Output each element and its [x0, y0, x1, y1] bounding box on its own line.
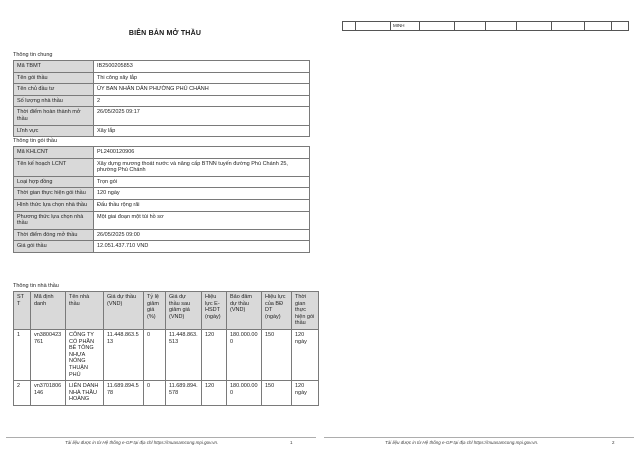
- contractor-row: [14, 381, 319, 406]
- contractor-row: [14, 329, 319, 380]
- contractor-cell: 2: [14, 381, 31, 406]
- row-label: Phương thức lựa chọn nhà thầu: [14, 211, 94, 229]
- contractor-cell: 11.689.894.578: [104, 381, 144, 406]
- row-label: Tên chủ đầu tư: [14, 84, 94, 96]
- row-value: ỦY BAN NHÂN DÂN PHƯỜNG PHÚ CHÁNH: [94, 84, 310, 96]
- table-row: [14, 176, 310, 188]
- column-header: Tên nhà thầu: [66, 292, 104, 330]
- contractor-cell: 120 ngày: [292, 381, 319, 406]
- package-info-table: [13, 146, 310, 253]
- contractor-cell: 0: [144, 381, 166, 406]
- row-label: Thời gian thực hiện gói thầu: [14, 188, 94, 200]
- contractor-cell: 120: [202, 329, 227, 380]
- strip-cell-filled: MINH: [390, 21, 420, 31]
- contractor-cell: 120 ngày: [292, 329, 319, 380]
- row-value: Xây lắp: [94, 125, 310, 137]
- footer-text-page1: Tài liệu được in từ Hệ thống e-GP tại địa chỉ https://muasamcong.mpi.gov.vn.: [65, 440, 219, 445]
- strip-cell-empty: [454, 21, 486, 31]
- column-header: Mã định danh: [31, 292, 66, 330]
- row-label: Tên gói thầu: [14, 72, 94, 84]
- strip-cell-empty: [611, 21, 629, 31]
- strip-cell-empty: [342, 21, 356, 31]
- table-row: [14, 61, 310, 73]
- row-value: PL2400120906: [94, 147, 310, 159]
- table-row: [14, 84, 310, 96]
- table-row: [14, 211, 310, 229]
- row-label: Hình thức lựa chọn nhà thầu: [14, 199, 94, 211]
- row-value: Trọn gói: [94, 176, 310, 188]
- contractor-cell: 150: [262, 329, 292, 380]
- strip-cell-empty: [355, 21, 391, 31]
- row-label: Tên kế hoạch LCNT: [14, 158, 94, 176]
- footer-rule-page2: [324, 437, 634, 438]
- column-header: Hiệu lực E-HSDT (ngày): [202, 292, 227, 330]
- table-row: [14, 199, 310, 211]
- footer-text-page2: Tài liệu được in từ Hệ thống e-GP tại địa chỉ https://muasamcong.mpi.gov.vn.: [385, 440, 539, 445]
- contractor-cell: 120: [202, 381, 227, 406]
- row-value: 26/05/2025 09:00: [94, 229, 310, 241]
- column-header: Hiệu lực của BĐ DT (ngày): [262, 292, 292, 330]
- row-label: Mã TBMT: [14, 61, 94, 73]
- contractor-cell: 0: [144, 329, 166, 380]
- table-row: [14, 72, 310, 84]
- row-value: 26/05/2025 09:17: [94, 107, 310, 125]
- contractor-cell: 180.000.000: [227, 381, 262, 406]
- strip-cell-empty: [516, 21, 552, 31]
- row-label: Lĩnh vực: [14, 125, 94, 137]
- header-row: [14, 292, 319, 330]
- section-label-package: Thông tin gói thầu: [13, 138, 58, 144]
- table-row: [14, 107, 310, 125]
- footer-rule-page1: [6, 437, 316, 438]
- contractor-cell: 180.000.000: [227, 329, 262, 380]
- contractors-table: [13, 291, 319, 406]
- row-label: Thời điểm đóng mở thầu: [14, 229, 94, 241]
- row-value: Đấu thầu rộng rãi: [94, 199, 310, 211]
- contractor-cell: 150: [262, 381, 292, 406]
- table-row: [14, 229, 310, 241]
- row-value: 2: [94, 95, 310, 107]
- row-value: 120 ngày: [94, 188, 310, 200]
- row-value: IB2500205853: [94, 61, 310, 73]
- column-header: Tỷ lệ giảm giá (%): [144, 292, 166, 330]
- page-title: BIÊN BẢN MỞ THẦU: [128, 30, 202, 37]
- section-label-contractors: Thông tin nhà thầu: [13, 283, 59, 289]
- row-value: Thi công xây lắp: [94, 72, 310, 84]
- strip-cell-empty: [419, 21, 455, 31]
- footer-page-number-1: 1: [290, 440, 293, 445]
- contractor-cell: 11.689.894.578: [166, 381, 202, 406]
- contractor-cell: LIÊN DANH NHÀ THẦU HOÀNG: [66, 381, 104, 406]
- row-value: 12.051.437.710 VND: [94, 241, 310, 253]
- table-row: [14, 188, 310, 200]
- row-value: Một giai đoạn một túi hồ sơ: [94, 211, 310, 229]
- row-value: Xây dựng mương thoát nước và nâng cấp BTNN tuyến đường Phú Chánh 25, phường Phú Chánh: [94, 158, 310, 176]
- column-header: Giá dự thầu sau giảm giá (VND): [166, 292, 202, 330]
- column-header: STT: [14, 292, 31, 330]
- column-header: Bảo đảm dự thầu (VND): [227, 292, 262, 330]
- contractor-cell: 11.448.863.513: [104, 329, 144, 380]
- section-label-general: Thông tin chung: [13, 52, 53, 58]
- general-info-table: [13, 60, 310, 137]
- row-label: Giá gói thầu: [14, 241, 94, 253]
- column-header: Thời gian thực hiện gói thầu: [292, 292, 319, 330]
- row-label: Thời điểm hoàn thành mở thầu: [14, 107, 94, 125]
- contractor-cell: vn3701806146: [31, 381, 66, 406]
- contractor-cell: 11.448.863.513: [166, 329, 202, 380]
- row-label: Loại hợp đồng: [14, 176, 94, 188]
- table-row: [14, 125, 310, 137]
- contractor-cell: vn3800423761: [31, 329, 66, 380]
- table-row: [14, 241, 310, 253]
- strip-cell-empty: [485, 21, 517, 31]
- table-row: [14, 147, 310, 159]
- column-header: Giá dự thầu (VND): [104, 292, 144, 330]
- contractor-cell: CÔNG TY CỔ PHẦN BÊ TÔNG NHỰA NÓNG THUẬN PHÚ: [66, 329, 104, 380]
- table-row: [14, 95, 310, 107]
- page2-header-table: [342, 21, 629, 31]
- footer-page-number-2: 2: [612, 440, 615, 445]
- table-row: [14, 158, 310, 176]
- row-label: Số lượng nhà thầu: [14, 95, 94, 107]
- strip-cell-empty: [551, 21, 585, 31]
- row-label: Mã KHLCNT: [14, 147, 94, 159]
- strip-cell-empty: [584, 21, 612, 31]
- contractor-cell: 1: [14, 329, 31, 380]
